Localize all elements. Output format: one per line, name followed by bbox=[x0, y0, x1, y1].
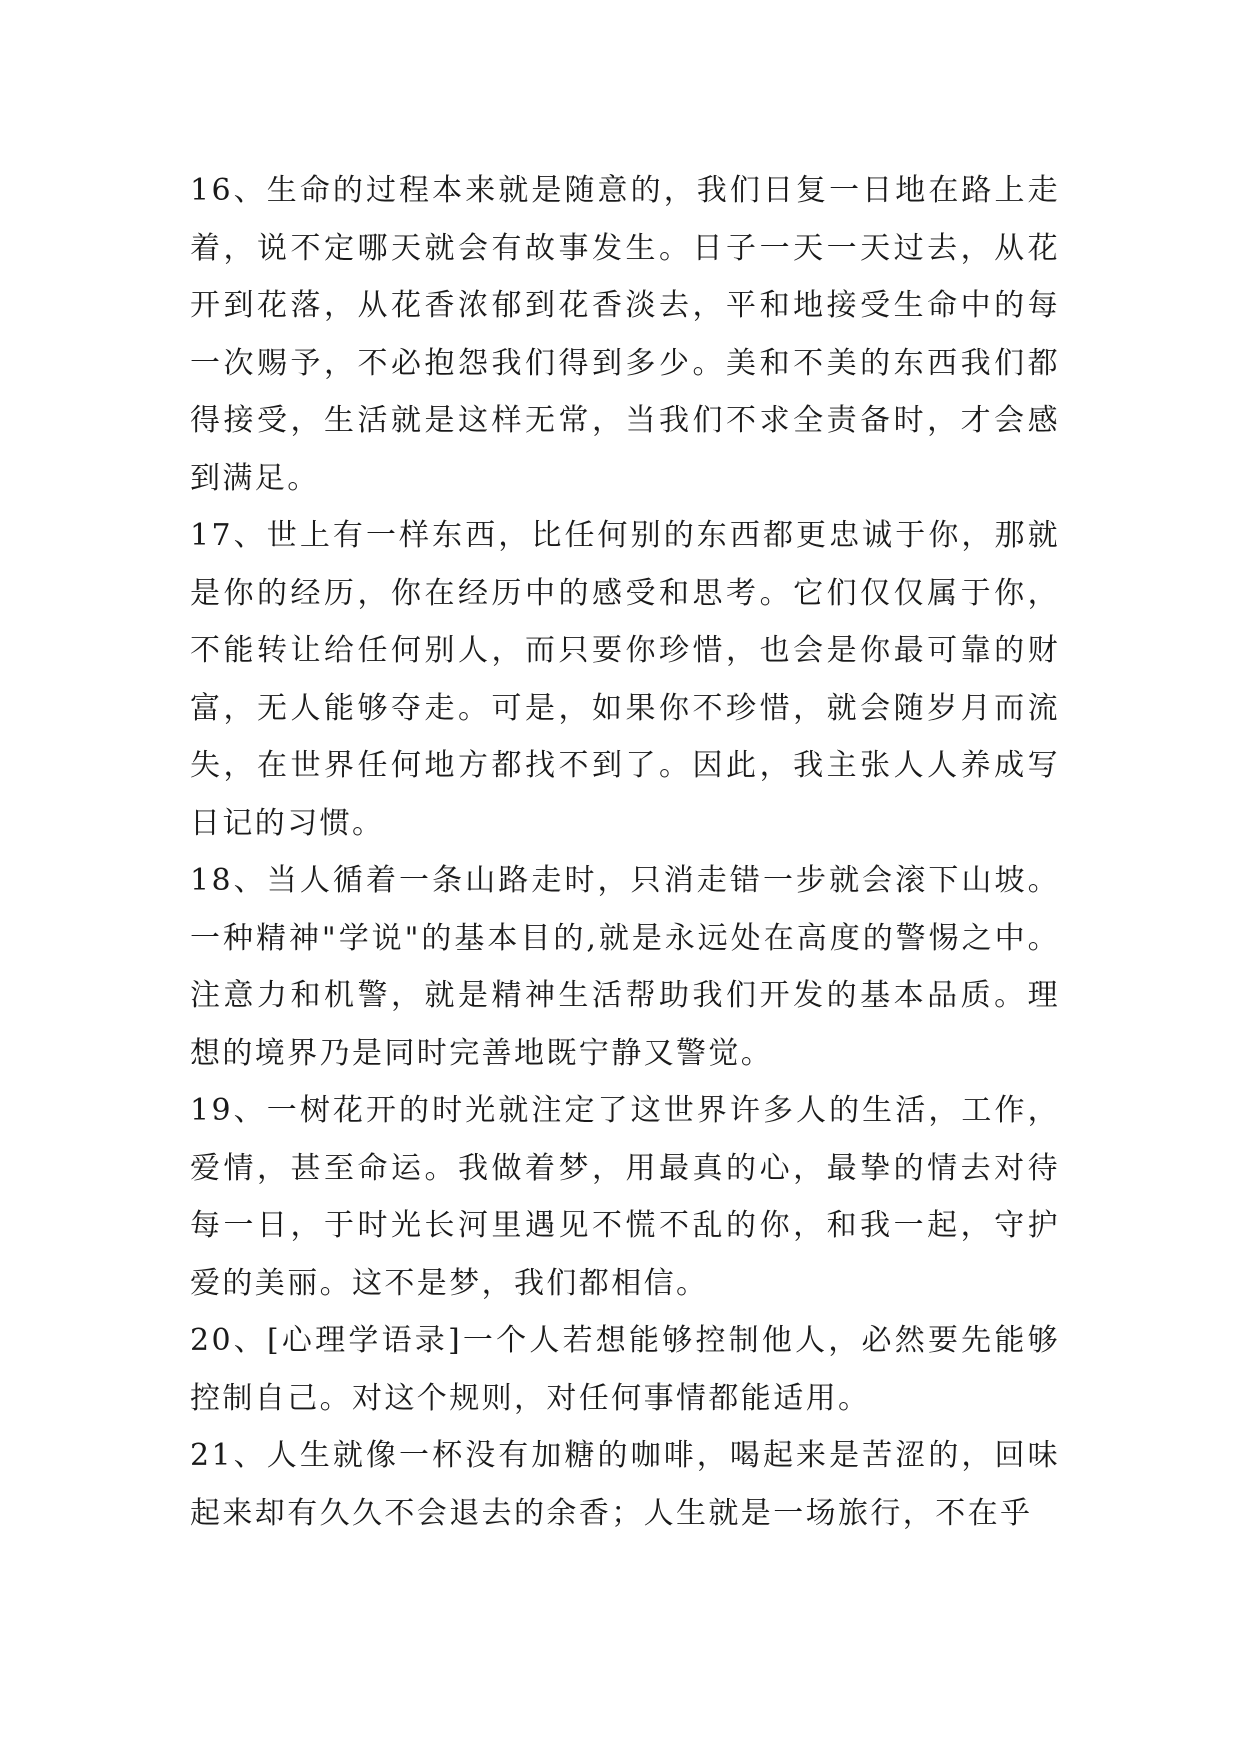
paragraph-19: 19、一树花开的时光就注定了这世界许多人的生活，工作，爱情，甚至命运。我做着梦，用最真的心，最挚的情去对待每一日，于时光长河里遇见不慌不乱的你，和我一起，守护爱的美丽。这不是梦，我们都相信。 bbox=[190, 1093, 1060, 1301]
document-body bbox=[190, 162, 1060, 1542]
paragraph-17: 17、世上有一样东西，比任何别的东西都更忠诚于你，那就是你的经历，你在经历中的感受和思考。它们仅仅属于你，不能转让给任何别人，而只要你珍惜，也会是你最可靠的财富，无人能够夺走。可是，如果你不珍惜，就会随岁月而流失，在世界任何地方都找不到了。因此，我主张人人养成写日记的习惯。 bbox=[190, 518, 1060, 841]
paragraph-21: 21、人生就像一杯没有加糖的咖啡，喝起来是苦涩的，回味起来却有久久不会退去的余香；人生就是一场旅行，不在乎 bbox=[190, 1438, 1060, 1531]
paragraph-20: 20、[心理学语录]一个人若想能够控制他人，必然要先能够控制自己。对这个规则，对任何事情都能适用。 bbox=[190, 1323, 1060, 1416]
paragraph-16: 16、生命的过程本来就是随意的，我们日复一日地在路上走着，说不定哪天就会有故事发生。日子一天一天过去，从花开到花落，从花香浓郁到花香淡去，平和地接受生命中的每一次赐予，不必抱怨我们得到多少。美和不美的东西我们都得接受，生活就是这样无常，当我们不求全责备时，才会感到满足。 bbox=[190, 173, 1060, 496]
paragraph-18: 18、当人循着一条山路走时，只消走错一步就会滚下山坡。一种精神"学说"的基本目的,就是永远处在高度的警惕之中。注意力和机警，就是精神生活帮助我们开发的基本品质。理想的境界乃是同时完善地既宁静又警觉。 bbox=[190, 863, 1060, 1071]
